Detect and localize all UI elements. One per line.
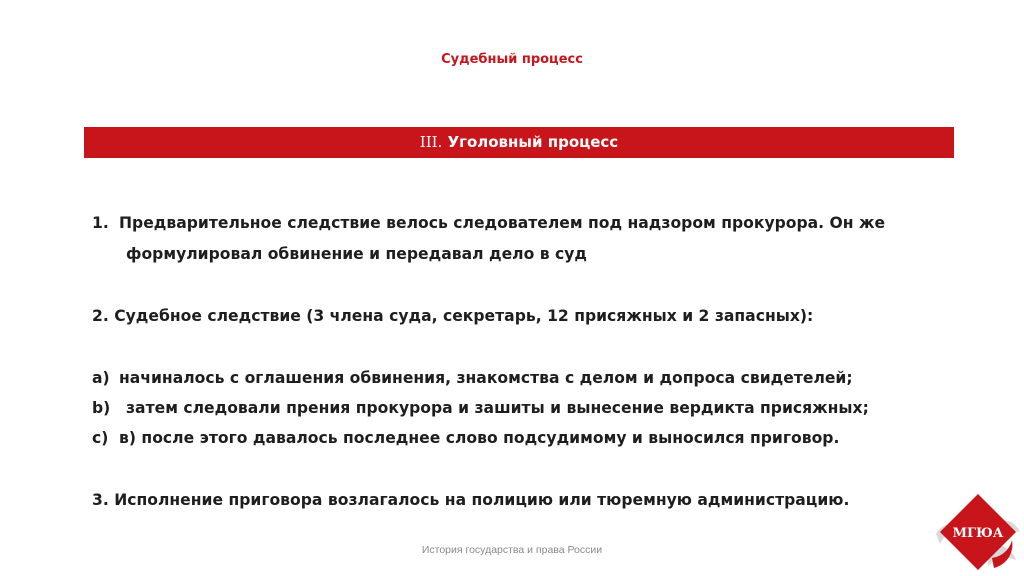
list-item-2: 2. Судебное следствие (3 члена суда, секретарь, 12 присяжных и 2 запасных): — [92, 307, 814, 325]
section-title: Уголовный процесс — [447, 133, 619, 151]
list-item-text: начиналось с оглашения обвинения, знакомства с делом и допроса свидетелей; — [119, 369, 853, 387]
list-marker: b) — [92, 399, 111, 417]
list-marker: c) — [92, 429, 109, 447]
section-number: III. — [419, 133, 443, 151]
logo-emblem-icon — [930, 486, 1024, 576]
list-item-text: Предварительное следствие велось следователем под надзором прокурора. Он же — [119, 214, 886, 232]
mgua-logo — [930, 486, 1024, 576]
list-item-text: затем следовали прения прокурора и зашиты и вынесение вердикта присяжных; — [126, 399, 869, 417]
list-item-1 — [92, 214, 885, 232]
list-marker: a) — [92, 369, 110, 387]
slide-title: Судебный процесс — [441, 52, 583, 67]
sub-item-c — [92, 429, 839, 447]
list-item-3: 3. Исполнение приговора возлагалось на полицию или тюремную администрацию. — [92, 491, 850, 509]
logo-text: МГЮА — [952, 526, 1004, 541]
list-marker: 1. — [92, 214, 109, 232]
list-item-1-continuation: формулировал обвинение и передавал дело в суд — [126, 245, 588, 263]
sub-item-a — [92, 369, 853, 387]
slide-footer: История государства и права России — [421, 544, 603, 556]
list-item-text: в) после этого давалось последнее слово подсудимому и выносился приговор. — [119, 429, 840, 447]
section-banner — [84, 127, 954, 158]
sub-item-b — [92, 399, 869, 417]
